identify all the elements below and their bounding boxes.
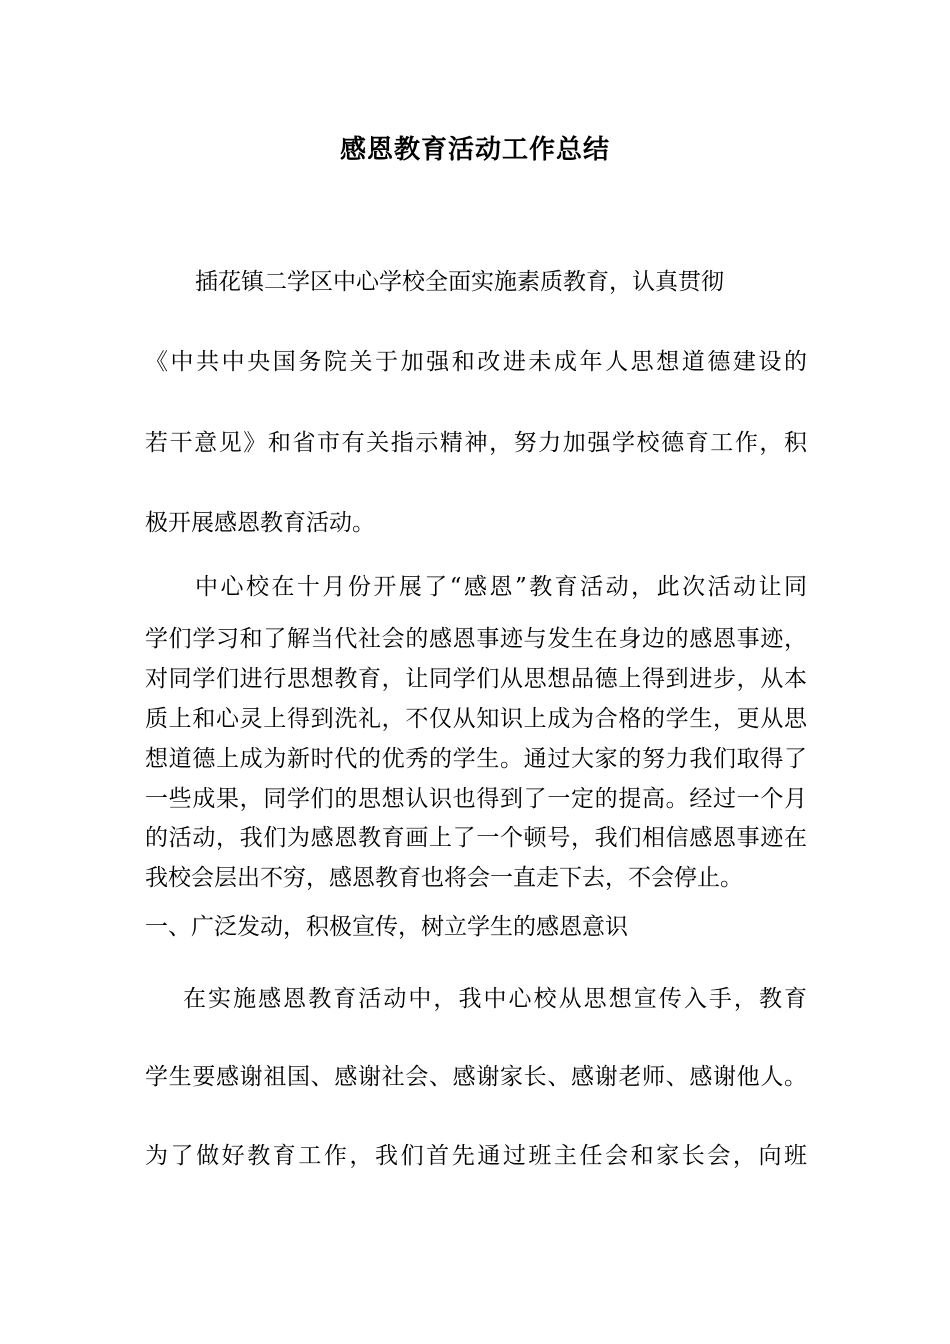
section-heading-1: 一、广泛发动，积极宣传，树立学生的感恩意识 xyxy=(145,914,628,940)
paragraph-2-line-8: 我校会层出不穷，感恩教育也将会一直走下去，不会停止。 xyxy=(145,865,743,891)
paragraph-1-line-2: 《中共中央国务院关于加强和改进未成年人思想道德建设的 xyxy=(145,349,807,375)
paragraph-1-line-1: 插花镇二学区中心学校全面实施素质教育，认真贯彻 xyxy=(195,269,724,295)
paragraph-3-line-3: 为了做好教育工作，我们首先通过班主任会和家长会，向班 xyxy=(145,1143,807,1169)
paragraph-2-line-3: 对同学们进行思想教育，让同学们从思想品德上得到进步，从本 xyxy=(145,666,807,692)
paragraph-2-line-2: 学们学习和了解当代社会的感恩事迹与发生在身边的感恩事迹， xyxy=(145,626,807,652)
document-title: 感恩教育活动工作总结 xyxy=(339,135,610,165)
paragraph-2-line-7: 的活动，我们为感恩教育画上了一个顿号，我们相信感恩事迹在 xyxy=(145,825,807,851)
paragraph-2-line-6: 一些成果，同学们的思想认识也得到了一定的提高。经过一个月 xyxy=(145,786,807,812)
paragraph-2-line-4: 质上和心灵上得到洗礼，不仅从知识上成为合格的学生，更从思 xyxy=(145,706,807,732)
paragraph-1-line-4: 极开展感恩教育活动。 xyxy=(145,510,375,536)
paragraph-3-line-1: 在实施感恩教育活动中，我中心校从思想宣传入手，教育 xyxy=(183,986,807,1012)
paragraph-2-line-5: 想道德上成为新时代的优秀的学生。通过大家的努力我们取得了 xyxy=(145,746,807,772)
paragraph-2-line-1: 中心校在十月份开展了“感恩”教育活动，此次活动让同 xyxy=(195,574,807,600)
paragraph-1-line-3: 若干意见》和省市有关指示精神，努力加强学校德育工作，积 xyxy=(145,430,807,456)
paragraph-3-line-2: 学生要感谢祖国、感谢社会、感谢家长、感谢老师、感谢他人。 xyxy=(145,1064,807,1090)
